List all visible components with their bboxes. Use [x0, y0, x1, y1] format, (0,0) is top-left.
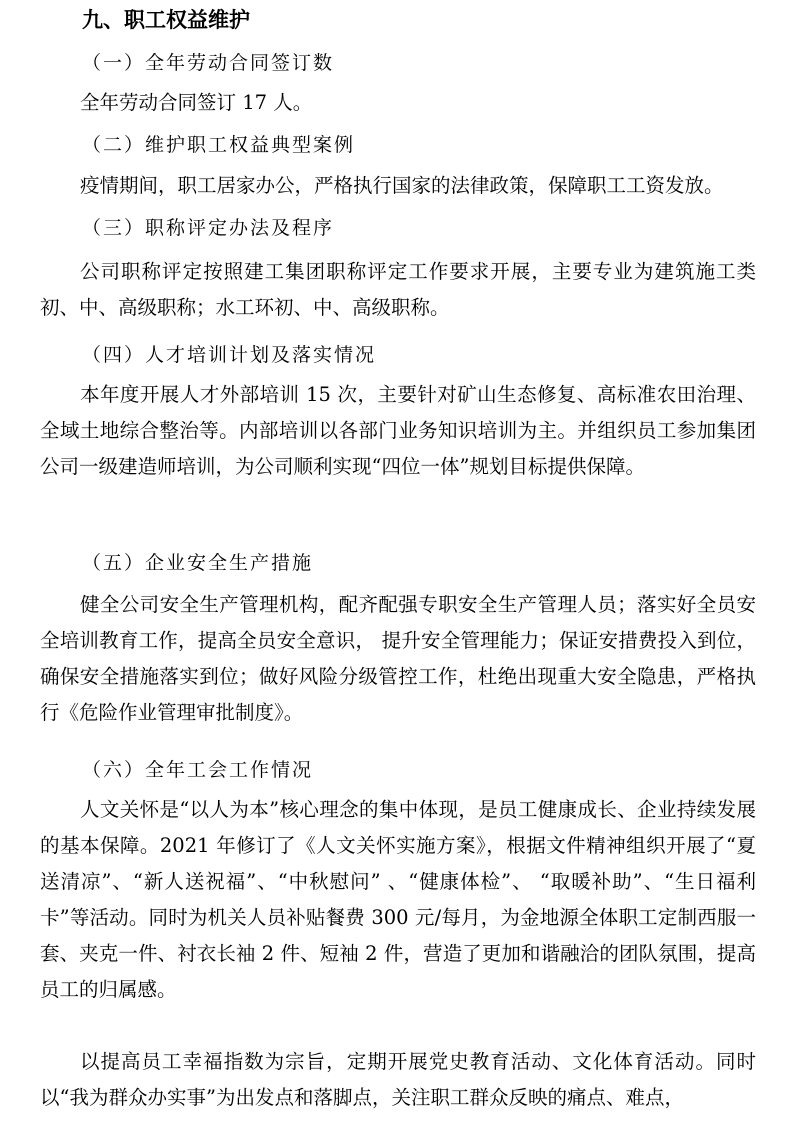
subsection-heading-6: （六）全年工会工作情况	[82, 759, 314, 781]
paragraph-safety: 健全公司安全生产管理机构，配齐配强专职安全生产管理人员；落实好全员安全培训教育工作，提高全员安全意识， 提升安全管理能力；保证安措费投入到位，确保安全措施落实到位；做好风险分级管控工作，杜绝出现重大安全隐患，严格执行《危险作业管理审批制度》。	[40, 593, 756, 724]
paragraph-union-care: 人文关怀是“以人为本”核心理念的集中体现，是员工健康成长、企业持续发展的基本保障。2021 年修订了《人文关怀实施方案》，根据文件精神组织开展了“夏送清凉”、“新人送祝福”、“中秋慰问” 、“健康体检”、 “取暖补助”、“生日福利卡”等活动。同时为机关人员补贴餐费 300 元/每月，为金地源全体职工定制西服一套、夹克一件、衬衣长袖 2 件、短袖 2 件，营造了更加和谐融洽的团队氛围，提高员工的归属感。	[40, 798, 756, 1001]
subsection-heading-3: （三）职称评定办法及程序	[82, 217, 335, 239]
subsection-heading-4: （四）人才培训计划及落实情况	[82, 344, 377, 366]
section-heading: 九、职工权益维护	[82, 8, 250, 32]
paragraph-training: 本年度开展人才外部培训 15 次，主要针对矿山生态修复、高标准农田治理、全域土地综合整治等。内部培训以各部门业务知识培训为主。并组织员工参加集团公司一级建造师培训，为公司顺利实现“四位一体”规划目标提供保障。	[40, 383, 756, 478]
subsection-heading-2: （二）维护职工权益典型案例	[82, 134, 356, 156]
subsection-heading-5: （五）企业安全生产措施	[82, 552, 314, 574]
paragraph-title-evaluation: 公司职称评定按照建工集团职称评定工作要求开展，主要专业为建筑施工类初、中、高级职称；水工环初、中、高级职称。	[40, 260, 756, 319]
paragraph-rights-cases: 疫情期间，职工居家办公，严格执行国家的法律政策，保障职工工资发放。	[80, 174, 724, 197]
paragraph-contracts: 全年劳动合同签订 17 人。	[80, 91, 313, 114]
subsection-heading-1: （一）全年劳动合同签订数	[82, 52, 335, 74]
paragraph-union-activities: 以提高员工幸福指数为宗旨，定期开展党史教育活动、文化体育活动。同时以“我为群众办实事”为出发点和落脚点，关注职工群众反映的痛点、难点，	[40, 1050, 756, 1109]
